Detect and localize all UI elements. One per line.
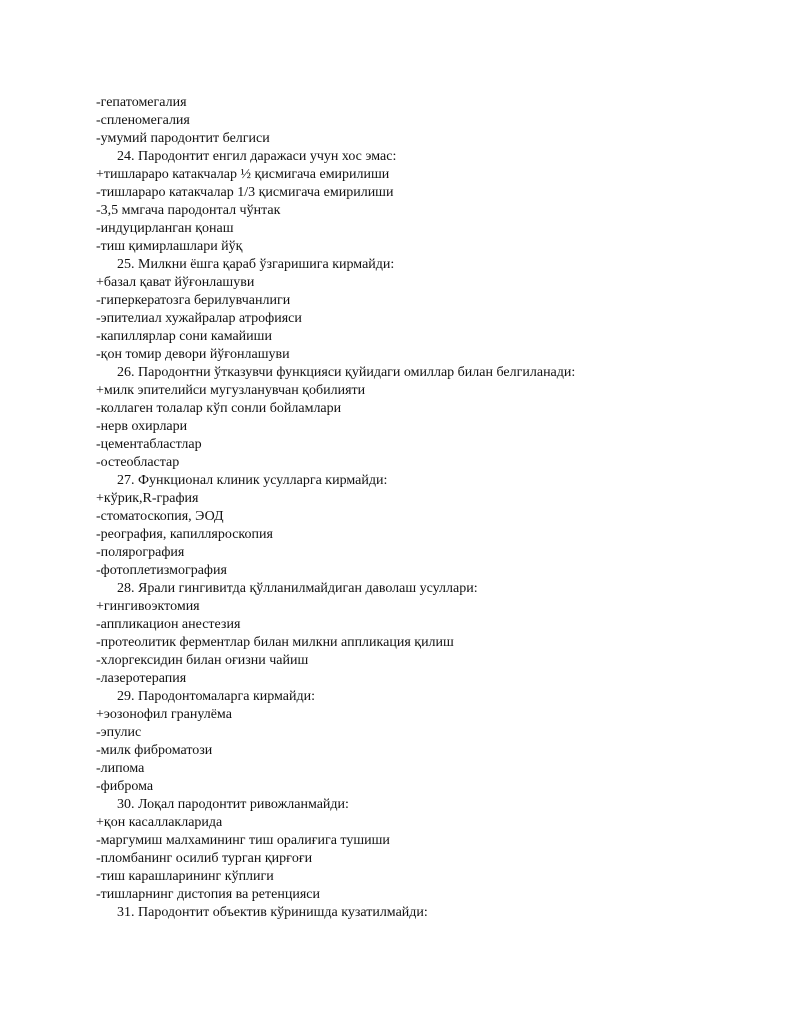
answer-option: +милк эпителийси мугузланувчан қобилияти	[96, 383, 366, 398]
document-body	[96, 94, 716, 922]
answer-option: +базал қават йўғонлашуви	[96, 275, 255, 290]
answer-option: -индуцирланган қонаш	[96, 221, 234, 236]
answer-option: -умумий пародонтит белгиси	[96, 131, 270, 146]
question-text: 26. Пародонтни ўтказувчи функцияси қуйидаги омиллар билан белгиланади:	[117, 365, 576, 380]
question-text: 28. Ярали гингивитда қўлланилмайдиган даволаш усуллари:	[117, 581, 478, 596]
answer-option: -полярография	[96, 545, 185, 560]
answer-option: -спленомегалия	[96, 113, 190, 128]
answer-option: -милк фиброматози	[96, 743, 213, 758]
answer-option: -гиперкератозга берилувчанлиги	[96, 293, 291, 308]
answer-option: -3,5 ммгача пародонтал чўнтак	[96, 203, 281, 218]
answer-option: -эпителиал хужайралар атрофияси	[96, 311, 302, 326]
question-text: 30. Лоқал пародонтит ривожланмайди:	[117, 797, 349, 812]
answer-option: -тишларнинг дистопия ва ретенцияси	[96, 887, 320, 902]
answer-option: -коллаген толалар кўп сонли бойламлари	[96, 401, 342, 416]
answer-option: +тишлараро катакчалар ½ қисмигача емирилиши	[96, 167, 390, 182]
answer-option: +қон касаллакларида	[96, 815, 223, 830]
answer-option: -фиброма	[96, 779, 154, 794]
answer-option: -липома	[96, 761, 145, 776]
answer-option: -капиллярлар сони камайиши	[96, 329, 272, 344]
answer-option: -фотоплетизмография	[96, 563, 227, 578]
answer-option: -стоматоскопия, ЭОД	[96, 509, 224, 524]
answer-option: -лазеротерапия	[96, 671, 187, 686]
answer-option: +кўрик,R-графия	[96, 491, 199, 506]
answer-option: +гингивоэктомия	[96, 599, 200, 614]
answer-option: -протеолитик ферментлар билан милкни аппликация қилиш	[96, 635, 454, 650]
answer-option: -эпулис	[96, 725, 142, 740]
question-text: 27. Функционал клиник усулларга кирмайди:	[117, 473, 388, 488]
answer-option: -нерв охирлари	[96, 419, 188, 434]
question-text: 29. Пародонтомаларга кирмайди:	[117, 689, 316, 704]
answer-option: +эозонофил гранулёма	[96, 707, 232, 722]
answer-option: -тиш карашларининг кўплиги	[96, 869, 274, 884]
answer-option: -пломбанинг осилиб турган қирғоғи	[96, 851, 313, 866]
answer-option: -маргумиш малхамининг тиш оралиғига тушиши	[96, 833, 390, 848]
question-text: 24. Пародонтит енгил даражаси учун хос эмас:	[117, 149, 397, 164]
answer-option: -остеобластар	[96, 455, 180, 470]
answer-option: -цементабластлар	[96, 437, 202, 452]
answer-option: -гепатомегалия	[96, 95, 187, 110]
answer-option: -тишлараро катакчалар 1/3 қисмигача емирилиши	[96, 185, 394, 200]
answer-option: -аппликацион анестезия	[96, 617, 241, 632]
answer-option: -тиш қимирлашлари йўқ	[96, 239, 243, 254]
answer-option: -қон томир девори йўғонлашуви	[96, 347, 290, 362]
question-text: 31. Пародонтит объектив кўринишда кузатилмайди:	[117, 905, 428, 920]
answer-option: -реография, капилляроскопия	[96, 527, 273, 542]
question-text: 25. Милкни ёшга қараб ўзгаришига кирмайди:	[117, 257, 395, 272]
answer-option: -хлоргексидин билан оғизни чайиш	[96, 653, 309, 668]
